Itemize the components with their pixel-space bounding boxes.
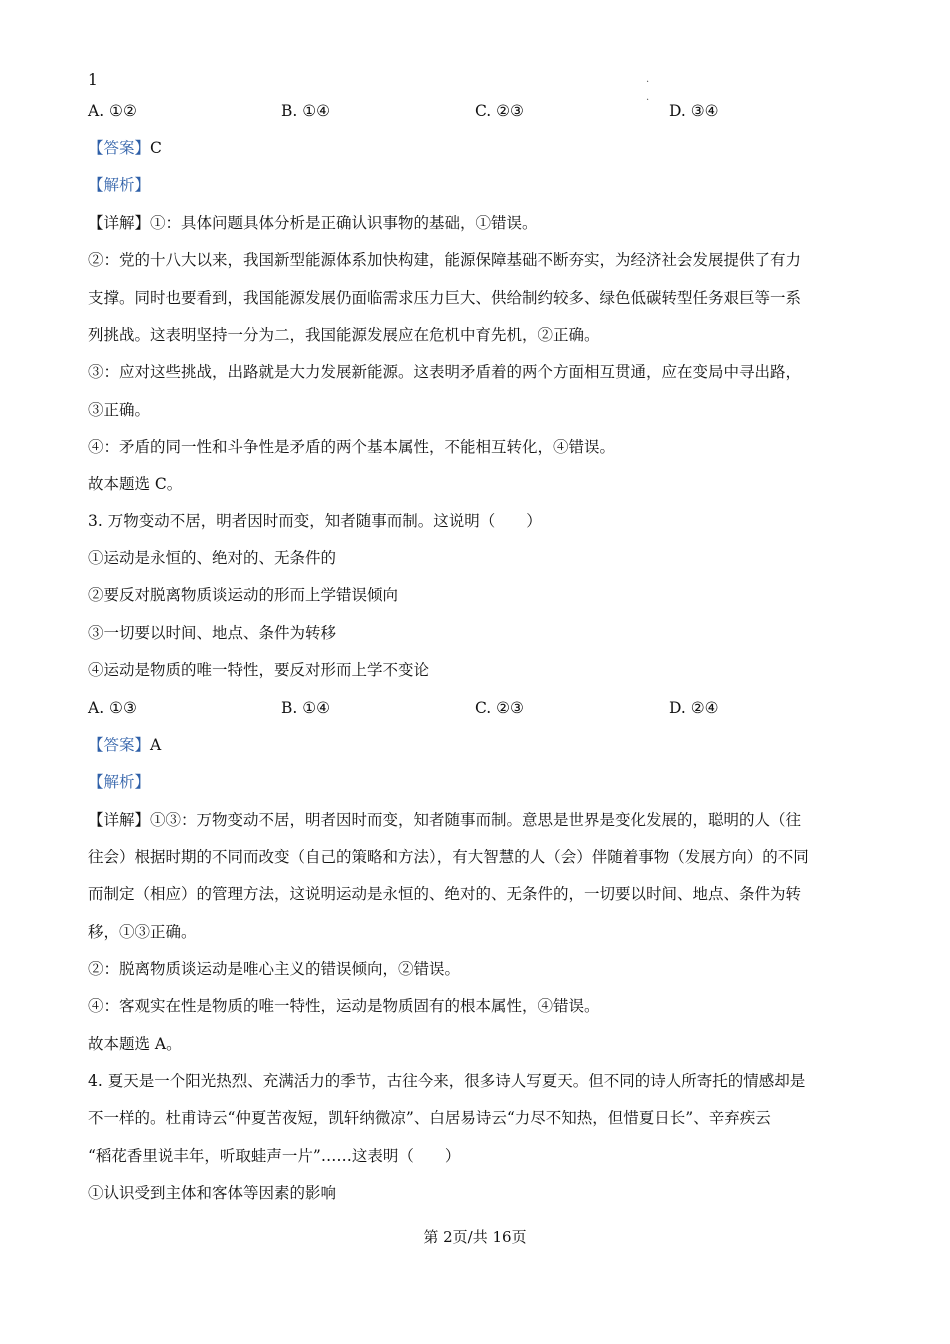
q3-detail-line: 往会）根据时期的不同而改变（自己的策略和方法），有大智慧的人（会）伴随着事物（发展方向）的不同 xyxy=(88,848,809,866)
speck-mark: . xyxy=(646,74,650,85)
q3-item: ②要反对脱离物质谈运动的形而上学错误倾向 xyxy=(88,586,399,604)
detail-tag: 【详解】 xyxy=(88,811,151,829)
option-d: D. ③④ xyxy=(669,102,719,120)
detail-text: ①：具体问题具体分析是正确认识事物的基础，①错误。 xyxy=(150,214,538,232)
page-fragment-number: 1 xyxy=(88,71,98,89)
q4-stem-line: 4. 夏天是一个阳光热烈、充满活力的季节，古往今来，很多诗人写夏天。但不同的诗人所寄托的情感却是 xyxy=(88,1072,806,1090)
q2-detail-line: ③：应对这些挑战，出路就是大力发展新能源。这表明矛盾着的两个方面相互贯通，应在变局中寻出路， xyxy=(88,363,802,381)
q3-conclusion: 故本题选 A。 xyxy=(88,1035,182,1053)
option-c: C. ②③ xyxy=(475,102,524,120)
q4-stem-line: 不一样的。杜甫诗云“仲夏苦夜短，凯轩纳微凉”、白居易诗云“力尽不知热，但惜夏日长”、辛弃疾云 xyxy=(88,1109,771,1127)
option-a: A. ①② xyxy=(88,102,137,120)
q2-answer xyxy=(88,138,162,158)
option-a: A. ①③ xyxy=(88,699,137,717)
answer-tag: 【答案】 xyxy=(88,139,151,157)
q3-item: ①运动是永恒的、绝对的、无条件的 xyxy=(88,549,337,567)
q3-detail-line: ②：脱离物质谈运动是唯心主义的错误倾向，②错误。 xyxy=(88,960,461,978)
answer-value: C xyxy=(150,139,162,157)
q2-detail-line: 支撑。同时也要看到，我国能源发展仍面临需求压力巨大、供给制约较多、绿色低碳转型任务艰巨等一系 xyxy=(88,289,802,307)
q2-detail-line: 列挑战。这表明坚持一分为二，我国能源发展应在危机中育先机，②正确。 xyxy=(88,326,600,344)
q3-stem: 3. 万物变动不居，明者因时而变，知者随事而制。这说明（ ） xyxy=(88,512,542,530)
option-d: D. ②④ xyxy=(669,699,719,717)
option-b: B. ①④ xyxy=(281,102,331,120)
q3-detail-line xyxy=(88,810,801,830)
q3-detail-line: 移，①③正确。 xyxy=(88,923,197,941)
page-footer: 第 2页/共 16页 xyxy=(423,1228,527,1246)
q2-detail-line: ②：党的十八大以来，我国新型能源体系加快构建，能源保障基础不断夯实，为经济社会发展提供了有力 xyxy=(88,251,802,269)
answer-tag: 【答案】 xyxy=(88,736,151,754)
q3-analysis-tag: 【解析】 xyxy=(88,773,151,791)
q3-detail-line: ④：客观实在性是物质的唯一特性，运动是物质固有的根本属性，④错误。 xyxy=(88,997,600,1015)
q4-item: ①认识受到主体和客体等因素的影响 xyxy=(88,1184,337,1202)
q2-conclusion: 故本题选 C。 xyxy=(88,475,183,493)
q2-analysis-tag: 【解析】 xyxy=(88,176,151,194)
q2-detail-line: ③正确。 xyxy=(88,401,151,419)
option-c: C. ②③ xyxy=(475,699,524,717)
q3-answer xyxy=(88,735,161,755)
option-b: B. ①④ xyxy=(281,699,331,717)
detail-text: ①③：万物变动不居，明者因时而变，知者随事而制。意思是世界是变化发展的，聪明的人（往 xyxy=(150,811,802,829)
q4-stem-line: “稻花香里说丰年，听取蛙声一片”……这表明（ ） xyxy=(88,1147,461,1165)
q3-item: ③一切要以时间、地点、条件为转移 xyxy=(88,624,337,642)
q3-detail-line: 而制定（相应）的管理方法，这说明运动是永恒的、绝对的、无条件的，一切要以时间、地点、条件为转 xyxy=(88,885,802,903)
detail-tag: 【详解】 xyxy=(88,214,151,232)
speck-mark: . xyxy=(646,92,650,103)
q2-detail-line: ④：矛盾的同一性和斗争性是矛盾的两个基本属性，不能相互转化，④错误。 xyxy=(88,438,616,456)
answer-value: A xyxy=(150,736,162,754)
q2-detail-line xyxy=(88,213,538,233)
q3-item: ④运动是物质的唯一特性，要反对形而上学不变论 xyxy=(88,661,430,679)
